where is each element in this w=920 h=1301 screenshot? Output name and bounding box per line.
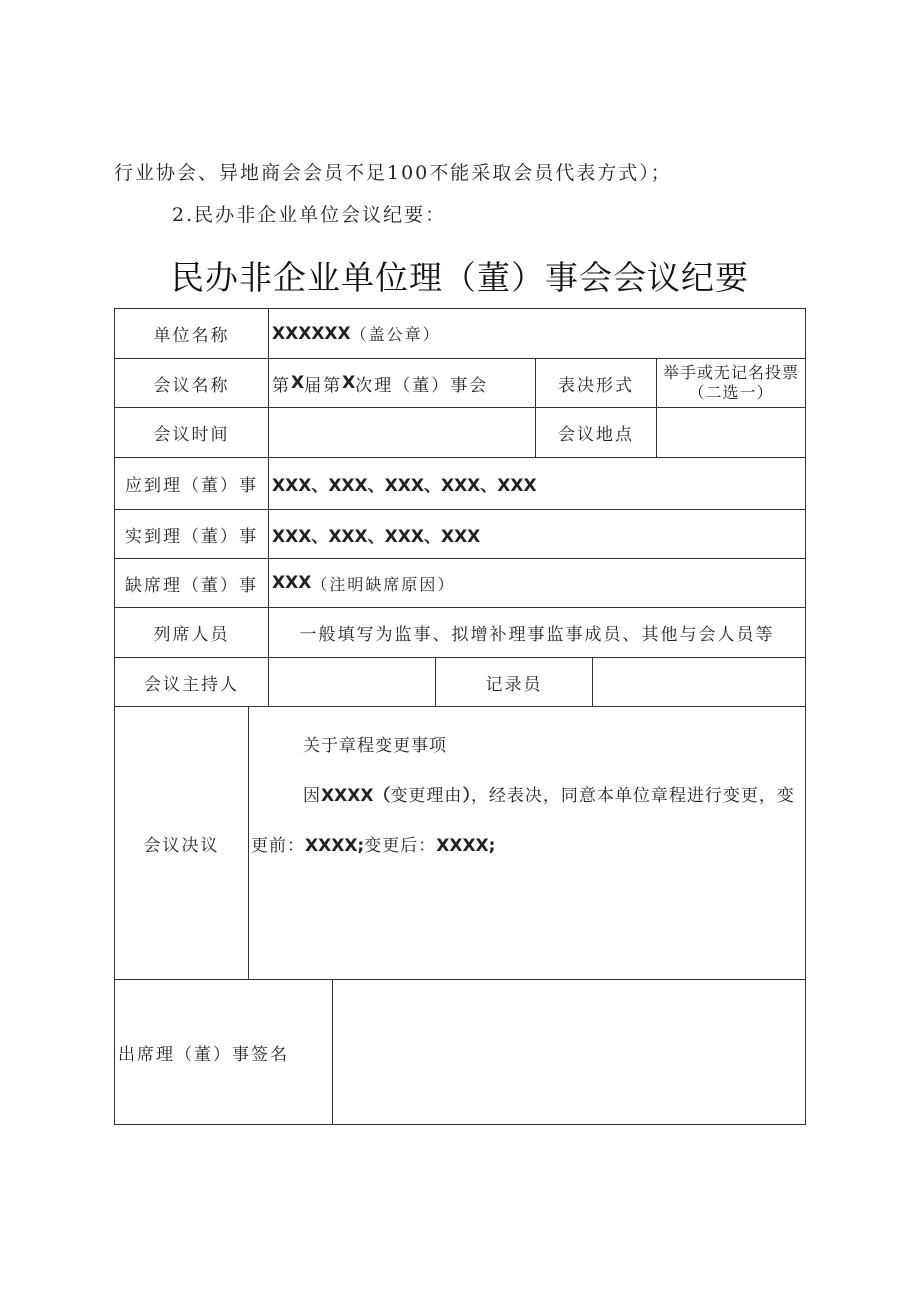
meeting-name-part: 届第 bbox=[304, 375, 343, 396]
should-attend-value: XXX、XXX、XXX、XXX、XXX bbox=[272, 476, 537, 496]
resolution-text: 更前： bbox=[251, 836, 305, 856]
meeting-name-value-cell[interactable] bbox=[268, 358, 536, 408]
absent-label-cell bbox=[114, 558, 269, 608]
resolution-text: ，经表决，同意本单位章程进行变更，变 bbox=[470, 786, 795, 806]
resolution-text: 变更理由 bbox=[390, 786, 463, 806]
host-label-cell bbox=[114, 657, 269, 707]
resolution-text: 因 bbox=[303, 786, 321, 806]
observers-value: 一般填写为监事、拟增补理事监事成员、其他与会人员等 bbox=[299, 625, 775, 645]
resolution-text: ） bbox=[462, 786, 471, 806]
observers-label: 列席人员 bbox=[153, 625, 230, 645]
observers-value-cell[interactable] bbox=[268, 607, 806, 658]
resolution-after-placeholder: XXXX; bbox=[436, 836, 496, 856]
observers-label-cell bbox=[114, 607, 269, 658]
resolution-before-placeholder: XXXX; bbox=[305, 836, 365, 856]
absent-value: XXX bbox=[272, 573, 312, 593]
signature-label: 出席理（董）事签名 bbox=[118, 1044, 289, 1065]
meeting-name-part: 次理（董）事会 bbox=[355, 375, 489, 396]
vote-form-value-line2: （二选一） bbox=[688, 383, 774, 402]
intro-paragraph-line1: 行业协会、异地商会会员不足100不能采取会员代表方式）； bbox=[114, 162, 672, 184]
intro-paragraph-line2: 2.民办非企业单位会议纪要： bbox=[172, 204, 447, 226]
meeting-number: X bbox=[342, 373, 356, 393]
vote-form-value-cell[interactable] bbox=[656, 358, 806, 408]
unit-name-note: （盖公章） bbox=[350, 325, 441, 344]
resolution-text: 变更后： bbox=[364, 836, 437, 856]
actual-attend-label: 实到理（董）事 bbox=[125, 526, 258, 547]
should-attend-label: 应到理（董）事 bbox=[125, 476, 258, 496]
resolution-line1 bbox=[303, 781, 795, 806]
actual-attend-value-cell[interactable] bbox=[268, 509, 806, 559]
resolution-heading: 关于章程变更事项 bbox=[303, 736, 447, 756]
resolution-placeholder: XXXX（ bbox=[321, 786, 391, 806]
unit-name-label-cell bbox=[114, 308, 269, 359]
signature-value-cell[interactable] bbox=[332, 979, 806, 1125]
meeting-place-label: 会议地点 bbox=[558, 425, 634, 445]
actual-attend-value: XXX、XXX、XXX、XXX bbox=[272, 526, 481, 547]
meeting-time-value-cell[interactable] bbox=[268, 407, 536, 458]
absent-note: （注明缺席原因） bbox=[311, 574, 456, 594]
actual-attend-label-cell bbox=[114, 509, 269, 559]
absent-value-cell[interactable] bbox=[268, 558, 806, 608]
meeting-place-value-cell[interactable] bbox=[656, 407, 806, 458]
resolution-label-cell bbox=[114, 706, 249, 980]
recorder-label-cell bbox=[435, 657, 593, 707]
document-title: 民办非企业单位理（董）事会会议纪要 bbox=[171, 258, 749, 297]
meeting-time-label: 会议时间 bbox=[153, 425, 230, 445]
unit-name-label: 单位名称 bbox=[153, 326, 230, 346]
resolution-content-cell[interactable] bbox=[248, 706, 806, 980]
meeting-name-part: 第 bbox=[272, 375, 291, 396]
should-attend-value-cell[interactable] bbox=[268, 457, 806, 510]
meeting-name-label: 会议名称 bbox=[153, 375, 230, 396]
vote-form-label: 表决形式 bbox=[558, 375, 634, 396]
meeting-name-label-cell bbox=[114, 358, 269, 408]
meeting-time-label-cell bbox=[114, 407, 269, 458]
host-label: 会议主持人 bbox=[144, 674, 239, 695]
signature-label-cell bbox=[114, 979, 333, 1125]
unit-name-value-cell[interactable] bbox=[268, 308, 806, 359]
recorder-label: 记录员 bbox=[485, 674, 543, 695]
should-attend-label-cell bbox=[114, 457, 269, 510]
session-number: X bbox=[291, 373, 305, 393]
meeting-place-label-cell bbox=[535, 407, 657, 458]
vote-form-label-cell bbox=[535, 358, 657, 408]
absent-label: 缺席理（董）事 bbox=[125, 575, 258, 596]
resolution-label: 会议决议 bbox=[143, 835, 220, 856]
recorder-value-cell[interactable] bbox=[592, 657, 806, 707]
unit-name-value: XXXXXX bbox=[272, 323, 351, 344]
host-value-cell[interactable] bbox=[268, 657, 436, 707]
resolution-line2 bbox=[251, 831, 495, 856]
vote-form-value-line1: 举手或无记名投票 bbox=[662, 363, 799, 382]
